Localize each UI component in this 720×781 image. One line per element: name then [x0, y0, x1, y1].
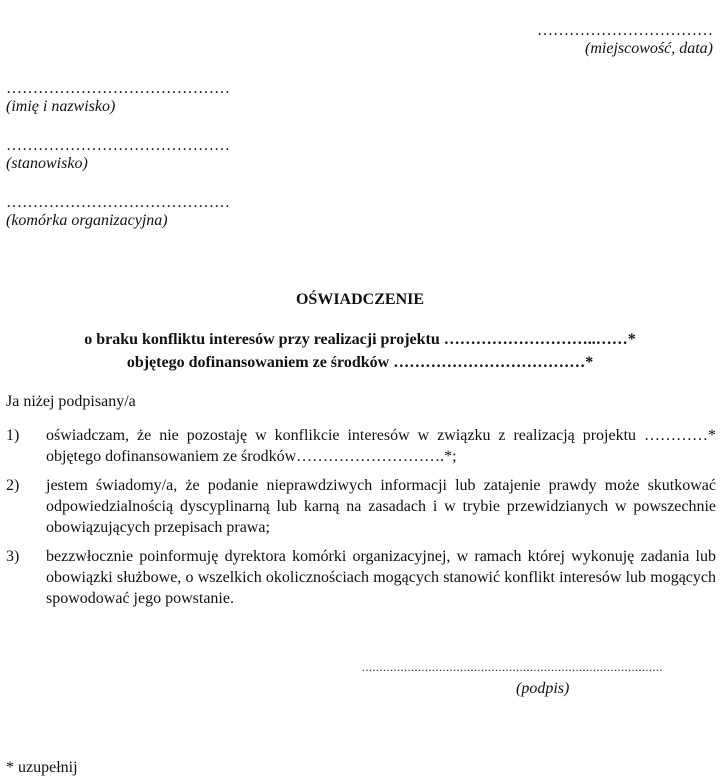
list-item — [6, 475, 716, 538]
list-item-text: oświadczam, że nie pozostaję w konflikcie interesów w związku z realizacją projektu …………* objętego dofinansowaniem ze środków……………………….*; — [46, 427, 716, 465]
subtitle-line-2: objętego dofinansowaniem ze środków ………………………………* — [126, 354, 594, 371]
place-date-label: (miejscowość, data) — [585, 40, 713, 57]
position-line: …………………………………… — [6, 137, 230, 154]
list-item — [6, 546, 716, 609]
name-label: (imię i nazwisko) — [6, 98, 116, 115]
list-item-number: 2) — [6, 477, 20, 494]
footnote: * uzupełnij — [6, 759, 78, 776]
unit-label: (komórka organizacyjna) — [6, 212, 168, 229]
intro-text: Ja niżej podpisany/a — [6, 393, 136, 410]
subtitle-line-1: o braku konfliktu interesów przy realizacji projektu ………………………..……* — [84, 331, 636, 348]
position-label: (stanowisko) — [6, 155, 88, 172]
list-item-number: 3) — [6, 548, 20, 565]
name-line: …………………………………… — [6, 80, 230, 97]
list-item — [6, 425, 716, 467]
list-item-text: bezzwłocznie poinformuję dyrektora komórki organizacyjnej, w ramach której wykonuję zadania lub obowiązki służbowe, o wszelkich okolicznościach mogących stanowić konflikt interesów lub mogących spowodować jego powstanie. — [46, 548, 716, 607]
document-title: OŚWIADCZENIE — [295, 291, 425, 308]
signature-line: ...................................................................................... — [362, 660, 663, 674]
unit-line: …………………………………… — [6, 194, 230, 211]
list-item-number: 1) — [6, 427, 20, 444]
list-item-text: jestem świadomy/a, że podanie nieprawdziwych informacji lub zatajenie prawdy może skutkować odpowiedzialnością dyscyplinarną lub karną na zasadach i w trybie przewidzianych w powszechnie obowiązujących przepisach prawa; — [46, 477, 716, 536]
signature-label: (podpis) — [516, 680, 570, 697]
place-date-line: …………………………… — [537, 22, 713, 39]
